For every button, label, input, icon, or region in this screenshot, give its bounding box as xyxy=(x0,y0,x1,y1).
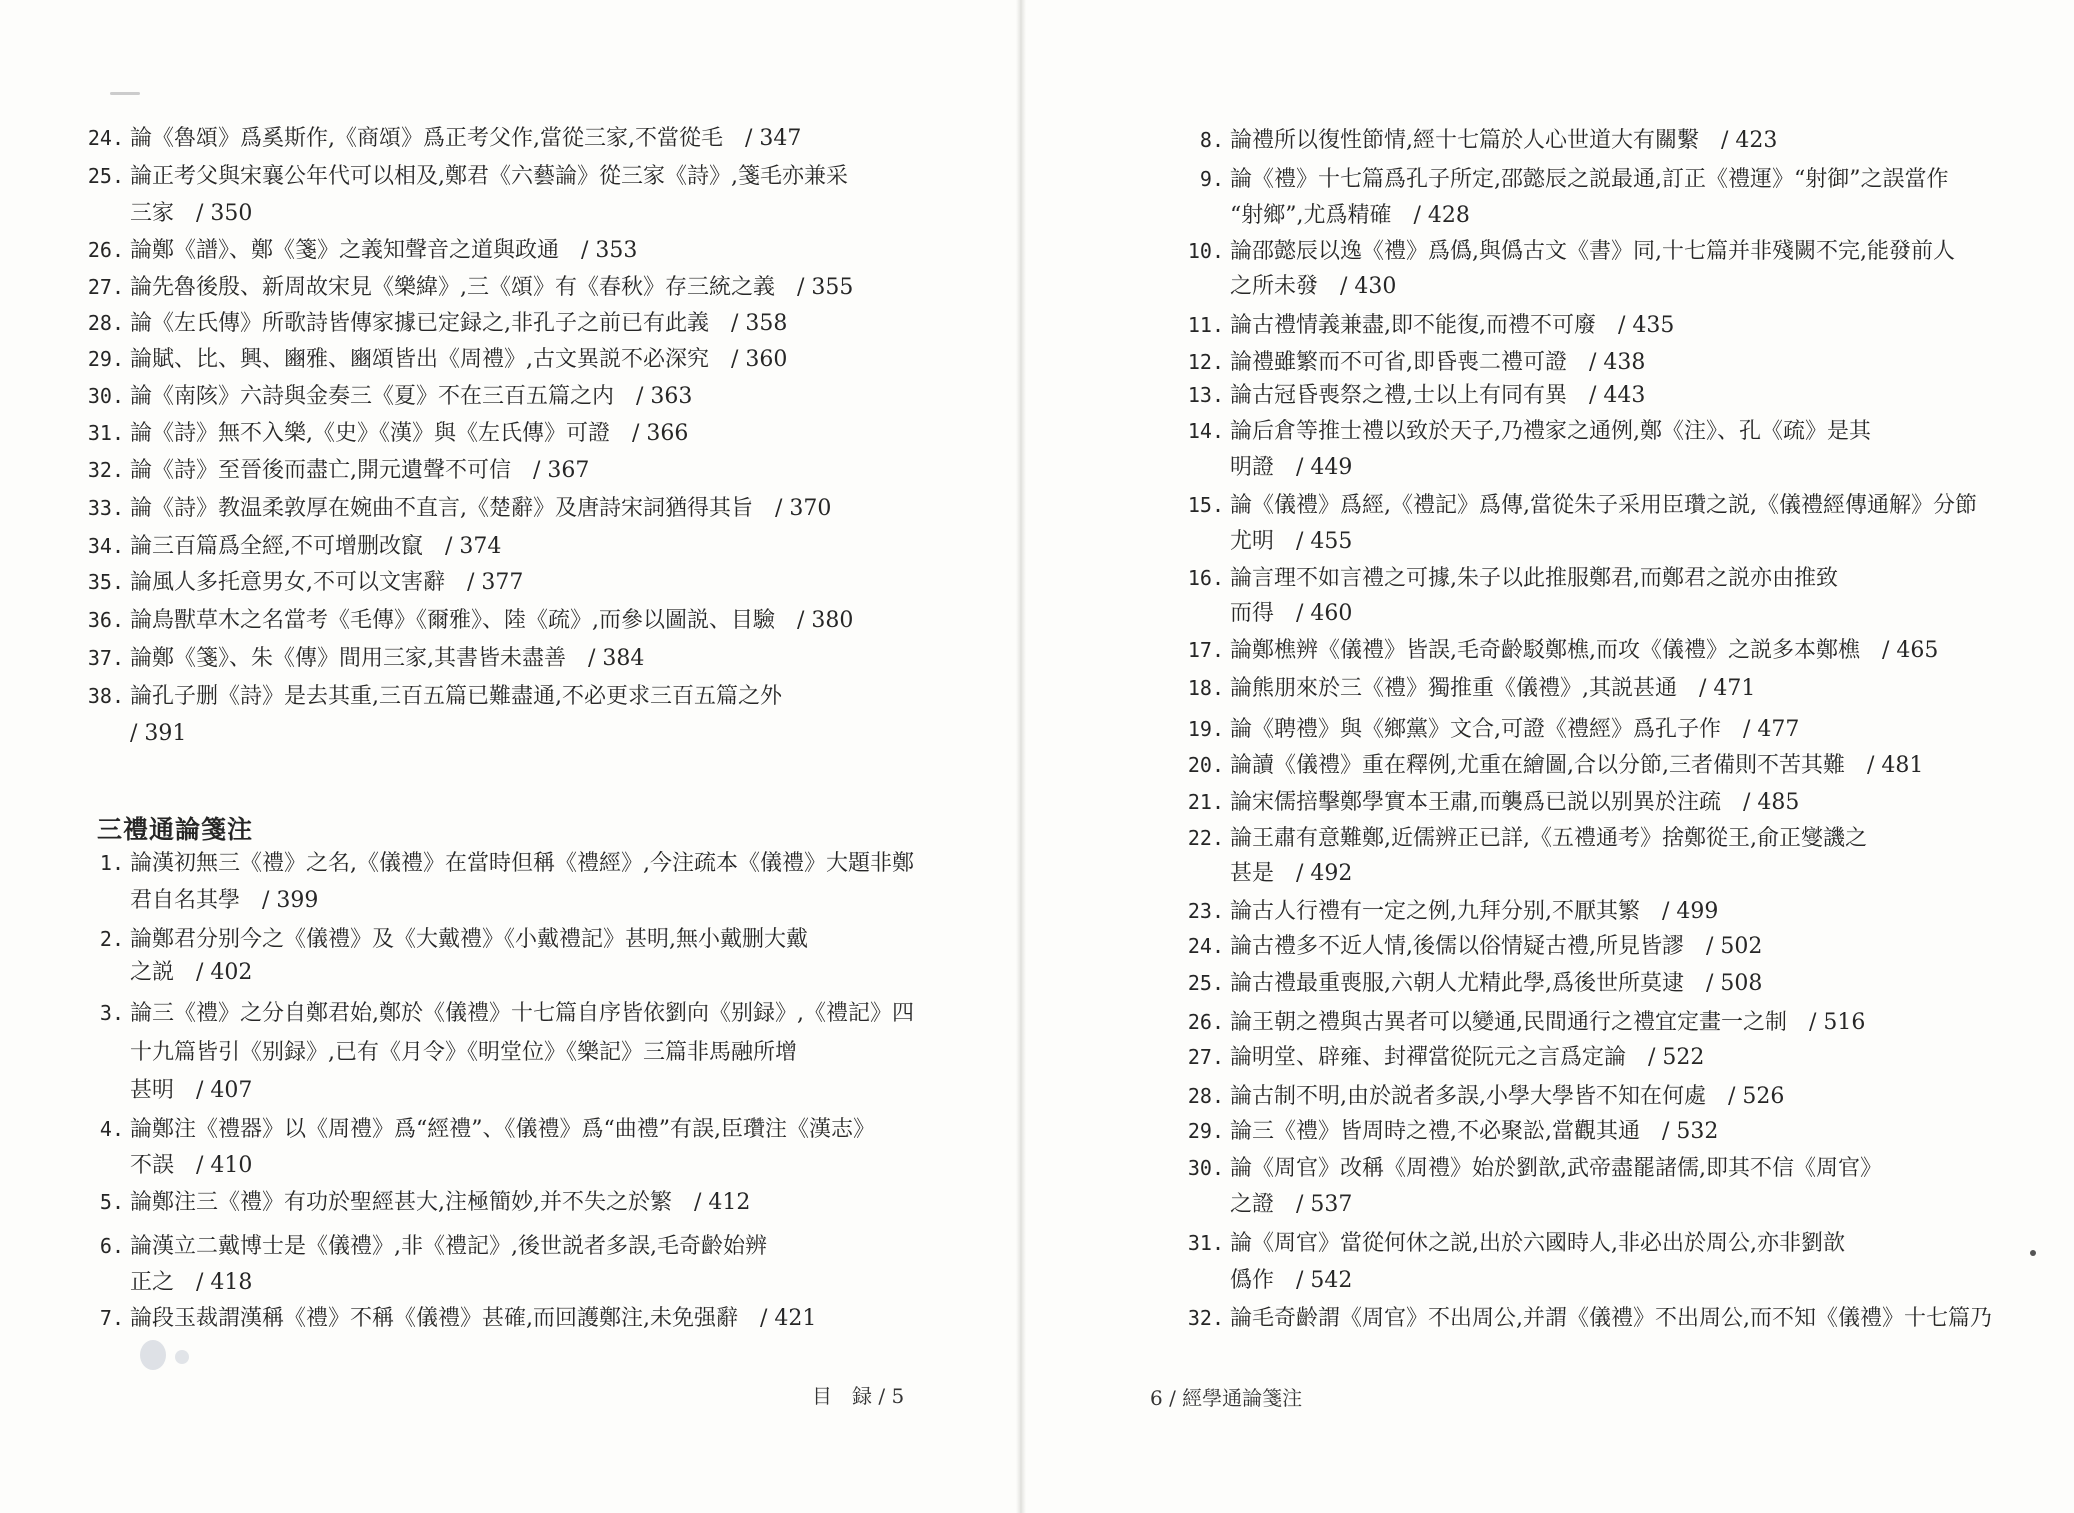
toc-entry xyxy=(1180,559,1838,598)
toc-entry xyxy=(1180,486,1977,525)
entry-title: 論禮所以復性節情,經十七篇於人心世道大有關繫 / 423 xyxy=(1230,128,1778,153)
entry-number: 3. xyxy=(99,1001,124,1025)
entry-title: 論古冠昏喪祭之禮,士以上有同有異 / 443 xyxy=(1230,383,1646,408)
entry-title: 論《詩》至晉後而盡亡,開元遺聲不可信 / 367 xyxy=(130,458,590,483)
toc-entry-continuation xyxy=(80,1264,252,1302)
toc-entry xyxy=(80,563,523,602)
entry-title: 論言理不如言禮之可據,朱子以此推服鄭君,而鄭君之説亦由推致 xyxy=(1230,566,1838,591)
toc-entry xyxy=(1180,121,1777,160)
toc-entry xyxy=(1180,1112,1718,1151)
entry-number: 28. xyxy=(1187,1084,1224,1108)
toc-entry xyxy=(80,1110,875,1149)
entry-title: 之證 / 537 xyxy=(1230,1192,1353,1217)
toc-entry xyxy=(80,994,914,1033)
entry-title: 三家 / 350 xyxy=(130,201,253,226)
toc-entry xyxy=(1180,746,1923,785)
scan-speck xyxy=(110,92,140,95)
entry-title: 論三《禮》之分自鄭君始,鄭於《儀禮》十七篇自序皆依劉向《别録》,《禮記》四 xyxy=(130,1001,914,1026)
toc-entry xyxy=(1180,783,1799,822)
toc-entry-continuation xyxy=(80,954,252,992)
toc-entry xyxy=(80,157,848,196)
entry-number: 17. xyxy=(1187,638,1224,662)
entry-number: 34. xyxy=(87,534,124,558)
toc-entry xyxy=(1180,927,1762,966)
entry-title: 而得 / 460 xyxy=(1230,601,1353,626)
toc-entry-continuation xyxy=(1180,855,1352,893)
toc-entry xyxy=(1180,232,1955,271)
entry-title: 論鄭君分别今之《儀禮》及《大戴禮》《小戴禮記》甚明,無小戴删大戴 xyxy=(130,927,808,952)
entry-title: 論《禮》十七篇爲孔子所定,邵懿辰之説最通,訂正《禮運》“射御”之誤當作 xyxy=(1230,167,1949,192)
entry-title: 論賦、比、興、豳雅、豳頌皆出《周禮》,古文異説不必深究 / 360 xyxy=(130,347,788,372)
toc-entry xyxy=(1180,631,1938,670)
toc-entry xyxy=(80,1299,816,1338)
entry-title: 甚是 / 492 xyxy=(1230,861,1353,886)
entry-number: 29. xyxy=(1187,1119,1224,1143)
entry-number: 4. xyxy=(99,1117,124,1141)
entry-number: 32. xyxy=(1187,1306,1224,1330)
entry-number: 21. xyxy=(1187,790,1224,814)
entry-title: 論王朝之禮與古異者可以變通,民間通行之禮宜定畫一之制 / 516 xyxy=(1230,1010,1866,1035)
entry-title: 論王肅有意難鄭,近儒辨正已詳,《五禮通考》捨鄭從王,俞正燮譏之 xyxy=(1230,826,1867,851)
entry-title: 論《南陔》六詩與金奏三《夏》不在三百五篇之内 / 363 xyxy=(130,384,693,409)
entry-number: 13. xyxy=(1187,383,1224,407)
entry-title: 之説 / 402 xyxy=(130,960,253,985)
toc-entry xyxy=(80,304,787,343)
entry-number: 8. xyxy=(1199,128,1224,152)
entry-title: 十九篇皆引《别録》,已有《月令》《明堂位》《樂記》三篇非馬融所增 xyxy=(130,1040,797,1065)
entry-number: 31. xyxy=(1187,1231,1224,1255)
entry-number: 26. xyxy=(87,238,124,262)
toc-entry xyxy=(1180,1077,1784,1116)
entry-number: 31. xyxy=(87,421,124,445)
toc-entry-continuation xyxy=(80,195,252,233)
entry-title: 論古禮情義兼盡,即不能復,而禮不可廢 / 435 xyxy=(1230,313,1675,338)
entry-number: 25. xyxy=(1187,971,1224,995)
entry-number: 9. xyxy=(1199,167,1224,191)
entry-title: 論鄭樵辨《儀禮》皆誤,毛奇齡駁鄭樵,而攻《儀禮》之説多本鄭樵 / 465 xyxy=(1230,638,1939,663)
entry-title: 論鄭注三《禮》有功於聖經甚大,注極簡妙,并不失之於繁 / 412 xyxy=(130,1190,751,1215)
toc-entry xyxy=(80,414,688,453)
toc-entry xyxy=(80,268,853,307)
entry-title: 論漢初無三《禮》之名,《儀禮》在當時但稱《禮經》,今注疏本《儀禮》大題非鄭 xyxy=(130,851,914,876)
entry-number: 28. xyxy=(87,311,124,335)
toc-entry xyxy=(80,489,831,528)
entry-title: 論先魯後殷、新周故宋見《樂緯》,三《頌》有《春秋》存三統之義 / 355 xyxy=(130,275,854,300)
toc-entry xyxy=(1180,1038,1704,1077)
entry-number: 20. xyxy=(1187,753,1224,777)
entry-title: 論宋儒掊擊鄭學實本王肅,而襲爲已説以别異於注疏 / 485 xyxy=(1230,790,1800,815)
toc-entry xyxy=(1180,376,1645,415)
toc-entry xyxy=(1180,1003,1865,1042)
toc-entry xyxy=(1180,1149,1882,1188)
entry-title: 論禮雖繁而不可省,即昏喪二禮可證 / 438 xyxy=(1230,350,1646,375)
toc-entry-continuation xyxy=(80,1072,252,1110)
entry-title: 論三《禮》皆周時之禮,不必聚訟,當觀其通 / 532 xyxy=(1230,1119,1719,1144)
entry-title: 論熊朋來於三《禮》獨推重《儀禮》,其説甚通 / 471 xyxy=(1230,676,1756,701)
entry-title: 論《詩》教温柔敦厚在婉曲不直言,《楚辭》及唐詩宋詞猶得其旨 / 370 xyxy=(130,496,832,521)
toc-entry xyxy=(1180,306,1674,345)
entry-title: / 391 xyxy=(130,721,187,746)
entry-number: 23. xyxy=(1187,899,1224,923)
toc-entry-continuation xyxy=(80,715,186,753)
entry-number: 19. xyxy=(1187,717,1224,741)
entry-title: 論鳥獸草木之名當考《毛傳》《爾雅》、陸《疏》,而參以圖説、目驗 / 380 xyxy=(130,608,854,633)
toc-entry xyxy=(1180,1224,1845,1263)
entry-title: 論古禮多不近人情,後儒以俗情疑古禮,所見皆謬 / 502 xyxy=(1230,934,1763,959)
entry-number: 14. xyxy=(1187,419,1224,443)
toc-entry xyxy=(80,601,853,640)
entry-title: 論正考父與宋襄公年代可以相及,鄭君《六藝論》從三家《詩》,箋毛亦兼采 xyxy=(130,164,848,189)
toc-entry xyxy=(1180,710,1799,749)
toc-entry-continuation xyxy=(1180,268,1396,306)
entry-title: 論古制不明,由於説者多誤,小學大學皆不知在何處 / 526 xyxy=(1230,1084,1785,1109)
entry-number: 5. xyxy=(99,1190,124,1214)
entry-number: 1. xyxy=(99,851,124,875)
entry-title: 論《周官》當從何休之説,出於六國時人,非必出於周公,亦非劉歆 xyxy=(1230,1231,1845,1256)
toc-entry xyxy=(80,231,637,270)
entry-number: 12. xyxy=(1187,350,1224,374)
toc-entry-continuation xyxy=(80,882,318,920)
entry-number: 24. xyxy=(1187,934,1224,958)
entry-number: 18. xyxy=(1187,676,1224,700)
entry-title: 甚明 / 407 xyxy=(130,1078,253,1103)
entry-title: 論古人行禮有一定之例,九拜分别,不厭其繁 / 499 xyxy=(1230,899,1719,924)
entry-title: 論《左氏傳》所歌詩皆傳家據已定録之,非孔子之前已有此義 / 358 xyxy=(130,311,788,336)
entry-title: 論《周官》改稱《周禮》始於劉歆,武帝盡罷諸儒,即其不信《周官》 xyxy=(1230,1156,1882,1181)
entry-number: 7. xyxy=(99,1306,124,1330)
toc-entry xyxy=(1180,964,1762,1003)
entry-title: 論明堂、辟雍、封禪當從阮元之言爲定論 / 522 xyxy=(1230,1045,1705,1070)
toc-entry xyxy=(80,527,501,566)
entry-number: 11. xyxy=(1187,313,1224,337)
toc-entry xyxy=(80,377,692,416)
left-page-footer: 目 録 / 5 xyxy=(812,1384,905,1408)
entry-number: 16. xyxy=(1187,566,1224,590)
toc-entry-continuation xyxy=(1180,523,1352,561)
toc-entry-continuation xyxy=(1180,449,1352,487)
toc-entry xyxy=(80,677,782,716)
entry-number: 30. xyxy=(1187,1156,1224,1180)
toc-entry xyxy=(1180,1299,1992,1338)
entry-number: 32. xyxy=(87,458,124,482)
scan-speck xyxy=(175,1350,189,1364)
toc-entry-continuation xyxy=(80,1147,252,1185)
entry-number: 38. xyxy=(87,684,124,708)
toc-entry xyxy=(1180,160,1948,199)
entry-title: 論讀《儀禮》重在釋例,尤重在繪圖,合以分節,三者備則不苦其難 / 481 xyxy=(1230,753,1924,778)
right-page-footer: 6 / 經學通論箋注 xyxy=(1150,1386,1303,1410)
entry-number: 30. xyxy=(87,384,124,408)
entry-number: 27. xyxy=(87,275,124,299)
toc-entry xyxy=(80,451,589,490)
entry-title: 論孔子删《詩》是去其重,三百五篇已難盡通,不必更求三百五篇之外 xyxy=(130,684,782,709)
entry-title: 論《魯頌》爲奚斯作,《商頌》爲正考父作,當從三家,不當從毛 / 347 xyxy=(130,126,802,151)
entry-title: “射鄉”,尤爲精確 / 428 xyxy=(1230,203,1470,228)
entry-title: 正之 / 418 xyxy=(130,1270,253,1295)
entry-title: 論后倉等推士禮以致於天子,乃禮家之通例,鄭《注》、孔《疏》是其 xyxy=(1230,419,1871,444)
toc-entry xyxy=(1180,669,1755,708)
entry-title: 僞作 / 542 xyxy=(1230,1268,1353,1293)
entry-title: 論毛奇齡謂《周官》不出周公,并謂《儀禮》不出周公,而不知《儀禮》十七篇乃 xyxy=(1230,1306,1992,1331)
toc-entry-continuation xyxy=(1180,197,1470,235)
entry-number: 6. xyxy=(99,1234,124,1258)
entry-title: 君自名其學 / 399 xyxy=(130,888,319,913)
scan-speck xyxy=(2030,1250,2036,1256)
toc-entry-continuation xyxy=(80,1034,797,1072)
entry-title: 論《聘禮》與《鄉黨》文合,可證《禮經》爲孔子作 / 477 xyxy=(1230,717,1800,742)
toc-entry xyxy=(1180,412,1871,451)
entry-title: 論古禮最重喪服,六朝人尤精此學,爲後世所莫逮 / 508 xyxy=(1230,971,1763,996)
entry-number: 29. xyxy=(87,347,124,371)
toc-entry xyxy=(80,844,914,883)
scan-speck xyxy=(140,1340,166,1370)
toc-entry-continuation xyxy=(1180,1186,1352,1224)
entry-title: 之所未發 / 430 xyxy=(1230,274,1397,299)
entry-title: 論鄭注《禮器》以《周禮》爲“經禮”、《儀禮》爲“曲禮”有誤,臣瓚注《漢志》 xyxy=(130,1117,875,1142)
entry-number: 10. xyxy=(1187,239,1224,263)
entry-number: 27. xyxy=(1187,1045,1224,1069)
toc-entry xyxy=(1180,892,1718,931)
entry-title: 論三百篇爲全經,不可增删改竄 / 374 xyxy=(130,534,502,559)
entry-number: 35. xyxy=(87,570,124,594)
entry-number: 25. xyxy=(87,164,124,188)
entry-title: 論鄭《譜》、鄭《箋》之義知聲音之道與政通 / 353 xyxy=(130,238,638,263)
entry-number: 22. xyxy=(1187,826,1224,850)
toc-entry xyxy=(80,1183,750,1222)
entry-number: 2. xyxy=(99,927,124,951)
toc-entry xyxy=(80,639,644,678)
entry-title: 論邵懿辰以逸《禮》爲僞,與僞古文《書》同,十七篇并非殘闕不完,能發前人 xyxy=(1230,239,1955,264)
toc-entry xyxy=(80,119,801,158)
entry-number: 15. xyxy=(1187,493,1224,517)
toc-entry xyxy=(1180,819,1867,858)
entry-title: 論段玉裁謂漢稱《禮》不稱《儀禮》甚確,而回護鄭注,未免强辭 / 421 xyxy=(130,1306,817,1331)
entry-number: 37. xyxy=(87,646,124,670)
toc-entry-continuation xyxy=(1180,1262,1352,1300)
entry-title: 論鄭《箋》、朱《傳》間用三家,其書皆未盡善 / 384 xyxy=(130,646,645,671)
entry-number: 26. xyxy=(1187,1010,1224,1034)
section-heading: 三禮通論箋注 xyxy=(97,815,254,844)
entry-title: 明證 / 449 xyxy=(1230,455,1353,480)
toc-entry-continuation xyxy=(1180,595,1352,633)
entry-title: 論漢立二戴博士是《儀禮》,非《禮記》,後世説者多誤,毛奇齡始辨 xyxy=(130,1234,767,1259)
entry-title: 論《儀禮》爲經,《禮記》爲傳,當從朱子采用臣瓚之説,《儀禮經傳通解》分節 xyxy=(1230,493,1977,518)
entry-number: 33. xyxy=(87,496,124,520)
entry-number: 36. xyxy=(87,608,124,632)
toc-entry xyxy=(80,1227,767,1266)
entry-number: 24. xyxy=(87,126,124,150)
toc-entry xyxy=(80,340,787,379)
entry-title: 尤明 / 455 xyxy=(1230,529,1353,554)
entry-title: 論風人多托意男女,不可以文害辭 / 377 xyxy=(130,570,524,595)
entry-title: 論《詩》無不入樂,《史》《漢》與《左氏傳》可證 / 366 xyxy=(130,421,689,446)
entry-title: 不誤 / 410 xyxy=(130,1153,253,1178)
